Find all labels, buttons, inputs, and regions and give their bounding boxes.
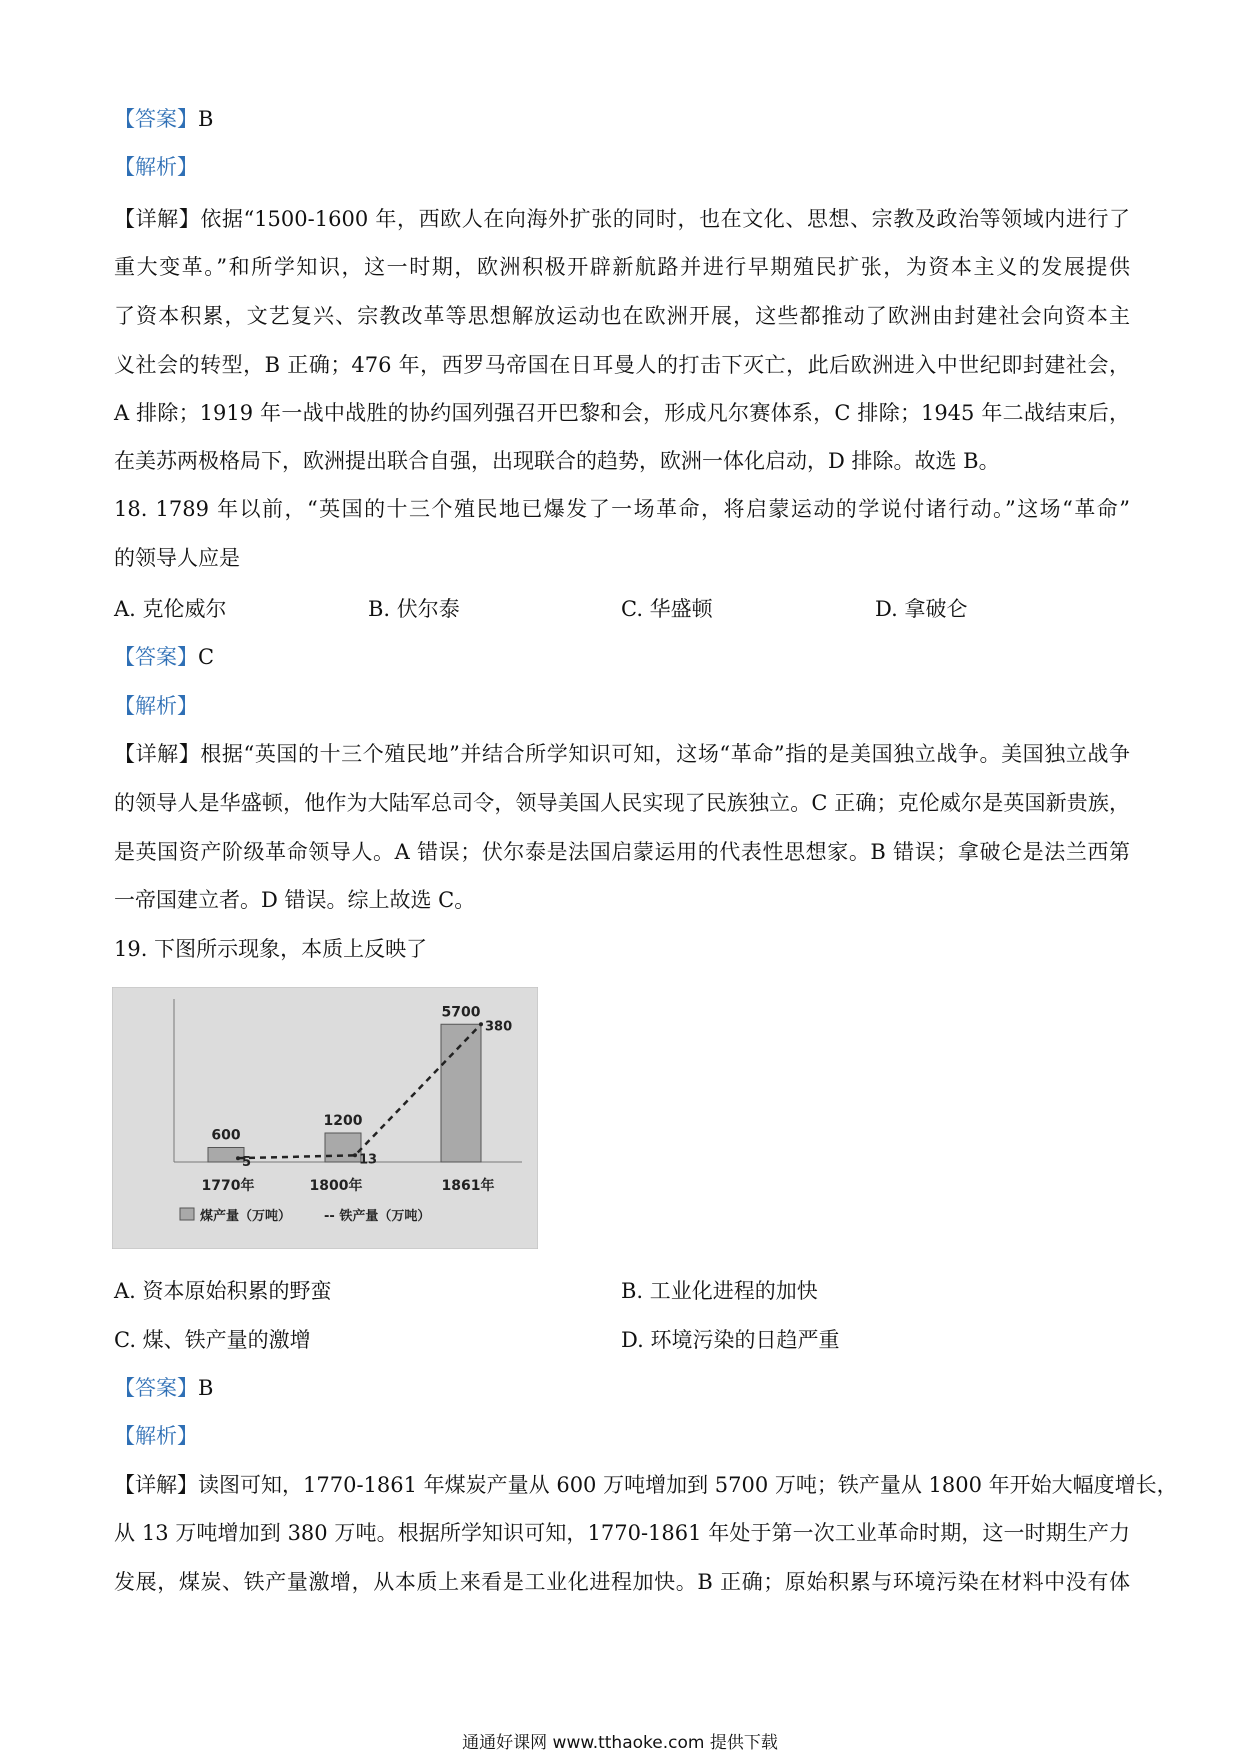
iron-point: [479, 1022, 483, 1026]
detail-tag: 【详解】: [114, 742, 201, 766]
q17-detail-line: 了资本积累，文艺复兴、宗教改革等思想解放运动也在欧洲开展，这些都推动了欧洲由封建社会向资本主: [114, 304, 1130, 328]
answer-value: B: [198, 107, 214, 131]
q18-stem: 18. 1789 年以前，“英国的十三个殖民地已爆发了一场革命，将启蒙运动的学说付诸行动。”这场“革命”: [114, 497, 1130, 521]
q19-option-b: B. 工业化进程的加快: [621, 1279, 818, 1303]
answer-value: C: [198, 645, 215, 669]
q19-option-a: A. 资本原始积累的野蛮: [114, 1279, 332, 1303]
q19-option-c: C. 煤、铁产量的激增: [114, 1328, 311, 1352]
q17-detail-line: A 排除；1919 年一战中战胜的协约国列强召开巴黎和会，形成凡尔赛体系，C 排除；1945 年二战结束后，: [114, 401, 1130, 425]
category-label: 1770年: [201, 1178, 255, 1194]
answer-tag: 【答案】: [114, 645, 198, 669]
legend-iron-label: -- 铁产量（万吨）: [324, 1209, 431, 1224]
category-label: 1861年: [441, 1178, 495, 1194]
iron-point: [353, 1153, 357, 1157]
legend-coal-label: 煤产量（万吨）: [200, 1209, 292, 1224]
coal-value-label: 1200: [323, 1113, 363, 1129]
q18-stem: 的领导人应是: [114, 546, 240, 570]
coal-value-label: 600: [211, 1127, 241, 1144]
analysis-tag: 【解析】: [114, 694, 198, 718]
iron-value-label: 5: [242, 1155, 252, 1171]
q18-option-a: A. 克伦威尔: [114, 597, 227, 621]
q18-answer-line: [114, 642, 1130, 672]
category-label: 1800年: [309, 1178, 363, 1194]
q19-analysis-line: [114, 1421, 1130, 1451]
coal-bar: [441, 1024, 481, 1162]
coal-value-label: 5700: [441, 1004, 481, 1021]
q19-stem: 19. 下图所示现象，本质上反映了: [114, 937, 428, 961]
q18-detail-line: 是英国资产阶级革命领导人。A 错误；伏尔泰是法国启蒙运用的代表性思想家。B 错误；拿破仑是法兰西第: [114, 840, 1130, 864]
coal-iron-chart: [112, 987, 538, 1249]
legend-coal-swatch: [180, 1208, 194, 1220]
q18-option-b: B. 伏尔泰: [368, 597, 460, 621]
q18-detail-line: 【详解】根据“英国的十三个殖民地”并结合所学知识可知，这场“革命”指的是美国独立战争。美国独立战争: [114, 742, 1130, 766]
q18-detail-line: 的领导人是华盛顿，他作为大陆军总司令，领导美国人民实现了民族独立。C 正确；克伦威尔是英国新贵族，: [114, 791, 1130, 815]
q17-detail-line: 【详解】依据“1500-1600 年，西欧人在向海外扩张的同时，也在文化、思想、宗教及政治等领域内进行了: [114, 207, 1131, 231]
page-footer: 通通好课网 www.tthaoke.com 提供下载: [462, 1733, 778, 1753]
q19-detail-line: 【详解】读图可知，1770-1861 年煤炭产量从 600 万吨增加到 5700 万吨；铁产量从 1800 年开始大幅度增长，: [114, 1473, 1178, 1497]
iron-value-label: 13: [359, 1152, 378, 1168]
detail-tag: 【详解】: [114, 207, 201, 231]
answer-value: B: [198, 1376, 214, 1400]
q17-analysis-line: [114, 152, 1130, 182]
iron-value-label: 380: [485, 1019, 513, 1035]
analysis-tag: 【解析】: [114, 1424, 198, 1448]
analysis-tag: 【解析】: [114, 155, 198, 179]
detail-tag: 【详解】: [114, 1473, 198, 1497]
q17-answer-line: [114, 104, 1130, 134]
q18-option-d: D. 拿破仑: [875, 597, 968, 621]
q17-detail-line: 在美苏两极格局下，欧洲提出联合自强，出现联合的趋势，欧洲一体化启动，D 排除。故选 B。: [114, 449, 1000, 473]
answer-tag: 【答案】: [114, 107, 198, 131]
q18-option-c: C. 华盛顿: [621, 597, 713, 621]
coal-bar: [325, 1133, 361, 1162]
q19-detail-line: 从 13 万吨增加到 380 万吨。根据所学知识可知，1770-1861 年处于第一次工业革命时期，这一时期生产力: [114, 1521, 1130, 1545]
q18-detail-line: 一帝国建立者。D 错误。综上故选 C。: [114, 888, 476, 912]
q17-detail-line: 重大变革。”和所学知识，这一时期，欧洲积极开辟新航路并进行早期殖民扩张，为资本主义的发展提供: [114, 255, 1130, 279]
iron-point: [236, 1156, 240, 1160]
q18-analysis-line: [114, 691, 1130, 721]
q17-detail-line: 义社会的转型，B 正确；476 年，西罗马帝国在日耳曼人的打击下灭亡，此后欧洲进入中世纪即封建社会，: [114, 353, 1130, 377]
q19-detail-line: 发展，煤炭、铁产量激增，从本质上来看是工业化进程加快。B 正确；原始积累与环境污染在材料中没有体: [114, 1570, 1130, 1594]
answer-tag: 【答案】: [114, 1376, 198, 1400]
q19-option-d: D. 环境污染的日趋严重: [621, 1328, 840, 1352]
q19-answer-line: [114, 1373, 1130, 1403]
